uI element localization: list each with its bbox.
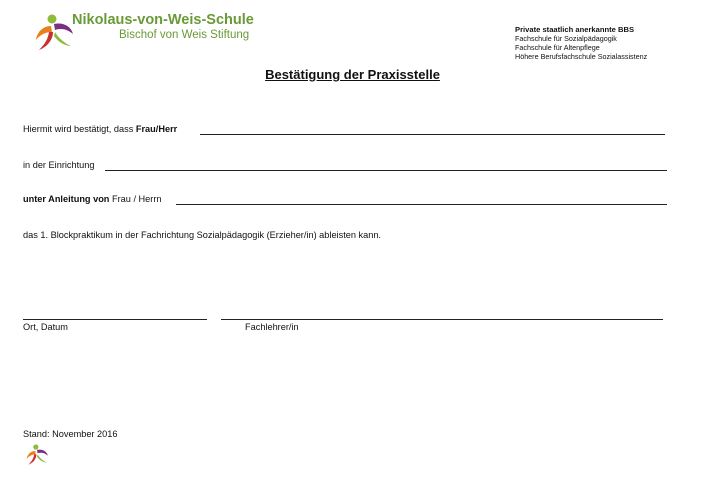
teacher-label: Fachlehrer/in xyxy=(245,322,299,332)
place-date-field[interactable] xyxy=(23,319,207,320)
footer-logo xyxy=(25,443,49,467)
school-info-line: Private staatlich anerkannte BBS xyxy=(515,25,635,34)
form-line-3 xyxy=(23,194,162,204)
school-info-line: Fachschule für Sozialpädagogik xyxy=(515,34,617,43)
logo-emblem-icon xyxy=(25,443,49,467)
school-wordmark xyxy=(72,12,254,42)
supervisor-field[interactable] xyxy=(176,204,667,205)
line1-bold: Frau/Herr xyxy=(135,124,178,134)
school-info-block xyxy=(515,25,647,61)
teacher-signature-field[interactable] xyxy=(221,319,663,320)
document-title: Bestätigung der Praxisstelle xyxy=(265,67,440,82)
school-info-line: Fachschule für Altenpflege xyxy=(515,43,600,52)
line3-bold: unter Anleitung von xyxy=(23,194,110,204)
place-date-label: Ort, Datum xyxy=(23,322,68,332)
line3-suffix: Frau / Herrn xyxy=(112,194,162,204)
foundation-name: Bischof von Weis Stiftung xyxy=(119,29,250,41)
stand-date: Stand: November 2016 xyxy=(23,429,118,439)
school-logo xyxy=(33,12,75,54)
school-info-line: Höhere Berufsfachschule Sozialassistenz xyxy=(515,52,648,61)
name-field[interactable] xyxy=(200,134,665,135)
logo-emblem-icon xyxy=(33,12,75,54)
form-line-2: in der Einrichtung xyxy=(23,160,95,170)
statement: das 1. Blockpraktikum in der Fachrichtung Sozialpädagogik (Erzieher/in) ableisten kann. xyxy=(23,230,381,240)
line1-prefix: Hiermit wird bestätigt, dass xyxy=(23,124,134,134)
institution-field[interactable] xyxy=(105,170,667,171)
school-name: Nikolaus-von-Weis-Schule xyxy=(72,12,254,28)
form-line-1 xyxy=(23,124,177,134)
